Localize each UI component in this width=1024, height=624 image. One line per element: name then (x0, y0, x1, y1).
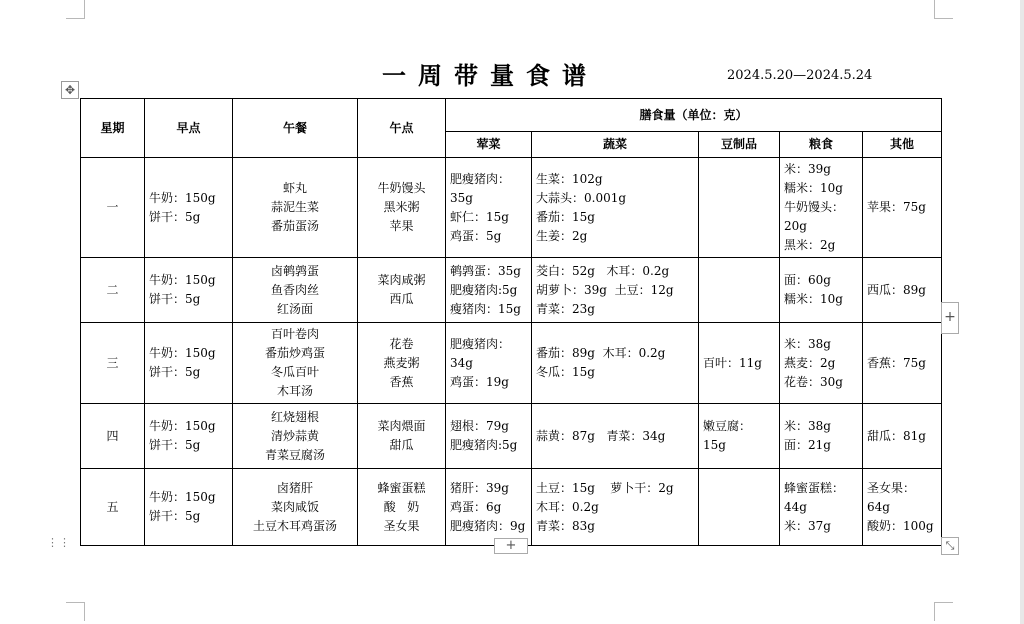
cell-grain[interactable] (780, 404, 863, 469)
cell-line: 西瓜：89g (867, 282, 926, 297)
page-corner-mark (66, 0, 85, 19)
drag-handle-icon[interactable]: ⋮⋮ (47, 536, 71, 549)
cell-day[interactable]: 五 (81, 469, 145, 546)
cell-line: 苹果：75g (867, 200, 926, 214)
table-row (81, 469, 942, 546)
cell-line: 面：21g (784, 438, 831, 452)
cell-breakfast[interactable] (145, 258, 233, 323)
cell-line: 糯米：10g (784, 292, 843, 306)
cell-line: 面：60g (784, 273, 831, 287)
cell-line: 苹果 (389, 219, 414, 233)
date-range: 2024.5.20—2024.5.24 (727, 68, 873, 83)
header-afternoon: 午点 (358, 99, 446, 158)
cell-line: 蜂蜜蛋糕 (377, 480, 426, 495)
cell-line: 西瓜 (389, 292, 414, 306)
cell-line: 蒜黄：87g 青菜：34g (536, 428, 666, 443)
header-soy: 豆制品 (699, 132, 780, 158)
cell-lunch[interactable] (233, 158, 358, 258)
cell-veg[interactable] (532, 404, 699, 469)
cell-line: 饼干：5g (149, 292, 201, 306)
cell-meat[interactable] (446, 158, 532, 258)
header-grain: 粮食 (780, 132, 863, 158)
cell-soy[interactable] (699, 323, 780, 404)
cell-line: 百叶卷肉 (270, 327, 319, 341)
cell-line: 牛奶馒头： (784, 200, 845, 214)
cell-line: 嫩豆腐： (703, 419, 752, 433)
cell-line: 肥瘦猪肉:5g (450, 282, 518, 297)
page-corner-mark (66, 602, 85, 621)
cell-line: 鸡蛋：5g (450, 228, 502, 243)
header-intake-group: 膳食量（单位：克） (446, 99, 942, 132)
page-title: 一周带量食谱 (382, 61, 598, 90)
cell-meat[interactable] (446, 258, 532, 323)
cell-line: 甜瓜：81g (867, 428, 926, 443)
cell-line: 蒜泥生菜 (270, 200, 319, 214)
header-lunch: 午餐 (233, 99, 358, 158)
cell-veg[interactable] (532, 323, 699, 404)
cell-line: 冬瓜：15g (536, 365, 595, 379)
cell-breakfast[interactable] (145, 323, 233, 404)
cell-line: 牛奶：150g (149, 190, 216, 205)
cell-soy[interactable] (699, 258, 780, 323)
add-row-button[interactable]: + (494, 538, 528, 554)
cell-line: 鹌鹑蛋：35g (450, 263, 521, 278)
cell-line: 番茄炒鸡蛋 (264, 346, 325, 360)
cell-line: 米：37g (784, 518, 831, 533)
cell-line: 番茄蛋汤 (270, 219, 319, 233)
cell-soy[interactable] (699, 404, 780, 469)
cell-line: 生姜：2g (536, 228, 588, 243)
cell-line: 花卷：30g (784, 374, 843, 389)
cell-line: 香蕉：75g (867, 355, 926, 370)
cell-other[interactable] (863, 158, 942, 258)
table-row (81, 258, 942, 323)
cell-line: 菜肉咸粥 (377, 273, 426, 287)
cell-line: 青菜：83g (536, 518, 595, 533)
cell-line: 菜肉咸饭 (270, 499, 319, 514)
table-row (81, 158, 942, 258)
cell-day[interactable]: 二 (81, 258, 145, 323)
cell-line: 酸奶：100g (867, 518, 934, 533)
cell-veg[interactable] (532, 469, 699, 546)
cell-line: 香蕉 (389, 374, 414, 389)
cell-line: 圣女果： (867, 480, 916, 495)
cell-lunch[interactable] (233, 323, 358, 404)
cell-line: 菜肉煨面 (377, 419, 426, 433)
cell-line: 大蒜头：0.001g (536, 190, 627, 205)
cell-line: 圣女果 (383, 518, 420, 533)
cell-grain[interactable] (780, 258, 863, 323)
cell-line: 酸 奶 (383, 499, 420, 514)
header-veg: 蔬菜 (532, 132, 699, 158)
cell-line: 生菜：102g (536, 171, 603, 186)
cell-line: 燕麦：2g (784, 355, 836, 370)
cell-line: 土豆木耳鸡蛋汤 (252, 518, 337, 533)
cell-breakfast[interactable] (145, 469, 233, 546)
cell-line: 胡萝卜：39g 土豆：12g (536, 282, 674, 297)
cell-grain[interactable] (780, 469, 863, 546)
cell-day[interactable]: 三 (81, 323, 145, 404)
cell-afternoon[interactable] (358, 404, 446, 469)
table-move-icon[interactable]: ✥ (61, 81, 79, 99)
cell-line: 卤猪肝 (276, 480, 313, 495)
cell-line: 青菜：23g (536, 301, 595, 316)
vertical-scrollbar[interactable] (1020, 0, 1024, 624)
cell-soy[interactable] (699, 469, 780, 546)
cell-meat[interactable] (446, 469, 532, 546)
cell-line: 木耳：0.2g (536, 499, 599, 514)
menu-table (80, 98, 942, 546)
cell-line: 肥瘦猪肉： (450, 171, 511, 186)
cell-veg[interactable] (532, 258, 699, 323)
cell-grain[interactable] (780, 158, 863, 258)
cell-line: 15g (703, 438, 726, 452)
cell-breakfast[interactable] (145, 404, 233, 469)
cell-day[interactable]: 四 (81, 404, 145, 469)
cell-line: 蜂蜜蛋糕： (784, 480, 845, 495)
cell-line: 20g (784, 219, 807, 233)
header-meat: 荤菜 (446, 132, 532, 158)
cell-afternoon[interactable] (358, 158, 446, 258)
cell-line: 34g (450, 355, 473, 370)
cell-line: 虾仁：15g (450, 209, 509, 224)
cell-line: 冬瓜百叶 (270, 365, 319, 379)
cell-line: 红烧翅根 (270, 409, 319, 424)
page-corner-mark (934, 602, 953, 621)
cell-breakfast[interactable] (145, 158, 233, 258)
page-corner-mark (934, 0, 953, 19)
cell-line: 鱼香肉丝 (270, 282, 319, 297)
cell-line: 饼干：5g (149, 509, 201, 523)
cell-line: 米：38g (784, 419, 831, 433)
cell-line: 甜瓜 (389, 438, 414, 452)
cell-line: 燕麦粥 (383, 355, 420, 370)
cell-line: 青菜豆腐汤 (264, 447, 325, 462)
table-row (81, 323, 942, 404)
cell-line: 茭白：52g 木耳：0.2g (536, 263, 670, 278)
cell-line: 番茄：89g 木耳：0.2g (536, 346, 666, 360)
cell-line: 饼干：5g (149, 438, 201, 452)
cell-day[interactable]: 一 (81, 158, 145, 258)
cell-line: 44g (784, 499, 807, 514)
cell-afternoon[interactable] (358, 323, 446, 404)
cell-line: 猪肝：39g (450, 480, 509, 495)
table-resize-icon[interactable]: ⤡ (941, 537, 959, 555)
cell-veg[interactable] (532, 158, 699, 258)
cell-line: 黑米：2g (784, 238, 836, 252)
cell-meat[interactable] (446, 404, 532, 469)
cell-line: 虾丸 (282, 181, 307, 195)
header-other: 其他 (863, 132, 942, 158)
cell-line: 肥瘦猪肉：9g (450, 518, 526, 533)
cell-soy[interactable] (699, 158, 780, 258)
cell-afternoon[interactable] (358, 469, 446, 546)
cell-line: 肥瘦猪肉:5g (450, 438, 518, 452)
cell-line: 糯米：10g (784, 181, 843, 195)
cell-meat[interactable] (446, 323, 532, 404)
cell-line: 鸡蛋：19g (450, 374, 509, 389)
cell-line: 翅根：79g (450, 419, 509, 433)
cell-line: 牛奶：150g (149, 419, 216, 433)
cell-line: 番茄：15g (536, 209, 595, 224)
cell-lunch[interactable] (233, 258, 358, 323)
cell-line: 肥瘦猪肉： (450, 336, 511, 351)
cell-line: 饼干：5g (149, 209, 201, 224)
cell-line: 米：38g (784, 336, 831, 351)
cell-line: 清炒蒜黄 (270, 428, 319, 443)
cell-other[interactable] (863, 323, 942, 404)
cell-other[interactable] (863, 258, 942, 323)
cell-line: 64g (867, 499, 890, 514)
cell-other[interactable] (863, 469, 942, 546)
cell-line: 红汤面 (276, 301, 313, 316)
cell-line: 35g (450, 190, 473, 205)
add-column-button[interactable]: + (941, 302, 959, 334)
cell-lunch[interactable] (233, 469, 358, 546)
cell-other[interactable] (863, 404, 942, 469)
cell-afternoon[interactable] (358, 258, 446, 323)
cell-lunch[interactable] (233, 404, 358, 469)
cell-line: 牛奶：150g (149, 273, 216, 287)
cell-line: 饼干：5g (149, 365, 201, 379)
cell-line: 瘦猪肉：15g (450, 301, 521, 316)
cell-line: 牛奶馒头 (377, 181, 426, 195)
cell-line: 百叶：11g (703, 355, 762, 370)
table-row (81, 404, 942, 469)
header-weekday: 星期 (81, 99, 145, 158)
cell-line: 花卷 (389, 336, 414, 351)
cell-line: 鸡蛋：6g (450, 499, 502, 514)
cell-line: 牛奶：150g (149, 346, 216, 360)
cell-line: 牛奶：150g (149, 490, 216, 504)
cell-line: 卤鹌鹑蛋 (270, 263, 319, 278)
cell-line: 黑米粥 (383, 200, 420, 214)
cell-line: 米：39g (784, 162, 831, 176)
cell-line: 木耳汤 (276, 384, 313, 398)
cell-line: 土豆：15g 萝卜干：2g (536, 480, 674, 495)
cell-grain[interactable] (780, 323, 863, 404)
header-breakfast: 早点 (145, 99, 233, 158)
